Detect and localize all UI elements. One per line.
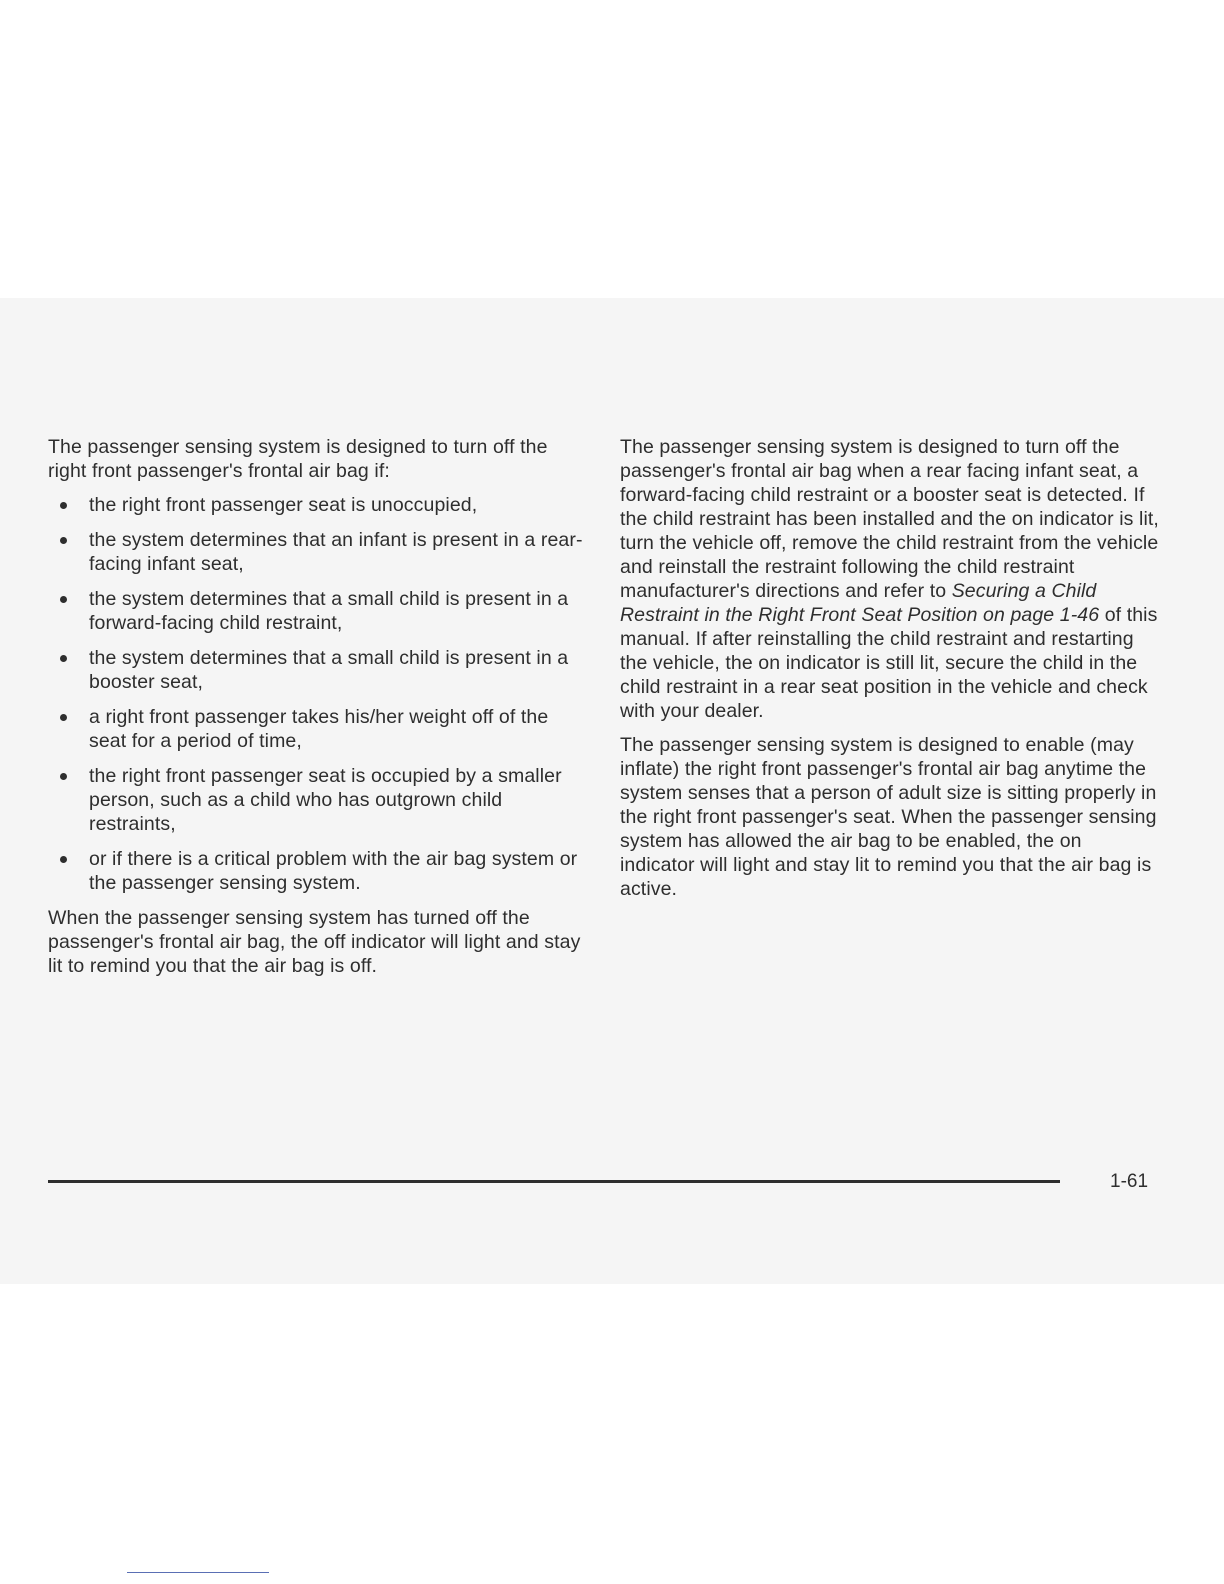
list-item: the system determines that a small child is present in a forward-facing child restraint, bbox=[48, 587, 588, 635]
list-item: the system determines that a small child is present in a booster seat, bbox=[48, 646, 588, 694]
list-item: the right front passenger seat is unoccupied, bbox=[48, 493, 588, 517]
page-reference: Securing a Child Restraint in the Right Front Seat Position on page 1-46 bbox=[620, 580, 1100, 626]
left-column bbox=[48, 435, 588, 988]
bullet-icon bbox=[60, 655, 67, 662]
list-item: a right front passenger takes his/her weight off of the seat for a period of time, bbox=[48, 705, 588, 753]
right-column bbox=[620, 435, 1160, 911]
list-item: the right front passenger seat is occupied by a smaller person, such as a child who has outgrown child restraints, bbox=[48, 764, 588, 836]
list-item: the system determines that an infant is present in a rear-facing infant seat, bbox=[48, 528, 588, 576]
bullet-icon bbox=[60, 773, 67, 780]
bullet-list bbox=[48, 493, 588, 895]
bottom-line bbox=[127, 1572, 269, 1573]
right-paragraph-2: The passenger sensing system is designed to enable (may inflate) the right front passenger's frontal air bag anytime the system senses that a person of adult size is sitting properly in the right front passenger's seat. When the passenger sensing system has allowed the air bag to be enabled, the on indicator will light and stay lit to remind you that the air bag is active. bbox=[620, 734, 1157, 900]
page-number: 1-61 bbox=[1110, 1171, 1149, 1192]
bullet-icon bbox=[60, 856, 67, 863]
left-closing-paragraph: When the passenger sensing system has turned off the passenger's frontal air bag, the off indicator will light and stay lit to remind you that the air bag is off. bbox=[48, 907, 581, 977]
bullet-icon bbox=[60, 714, 67, 721]
bullet-icon bbox=[60, 502, 67, 509]
left-intro-paragraph: The passenger sensing system is designed to turn off the right front passenger's frontal air bag if: bbox=[48, 436, 548, 482]
footer-rule bbox=[48, 1180, 1060, 1183]
bullet-icon bbox=[60, 596, 67, 603]
list-item: or if there is a critical problem with the air bag system or the passenger sensing system. bbox=[48, 847, 588, 895]
right-paragraph-1: The passenger sensing system is designed to turn off the passenger's frontal air bag when a rear facing infant seat, a forward-facing child restraint or a booster seat is detected. If the child restraint has been installed and the on indicator is lit, turn the vehicle off, remove the child restraint from the vehicle and reinstall the restraint following the child restraint manufacturer's directions and refer to Securing a Child Restraint in the Right Front Seat Position on page 1-46 of this manual. If after reinstalling the child restraint and restarting the vehicle, the on indicator is still lit, secure the child in the child restraint in a rear seat position in the vehicle and check with your dealer. bbox=[620, 436, 1159, 722]
bullet-icon bbox=[60, 537, 67, 544]
